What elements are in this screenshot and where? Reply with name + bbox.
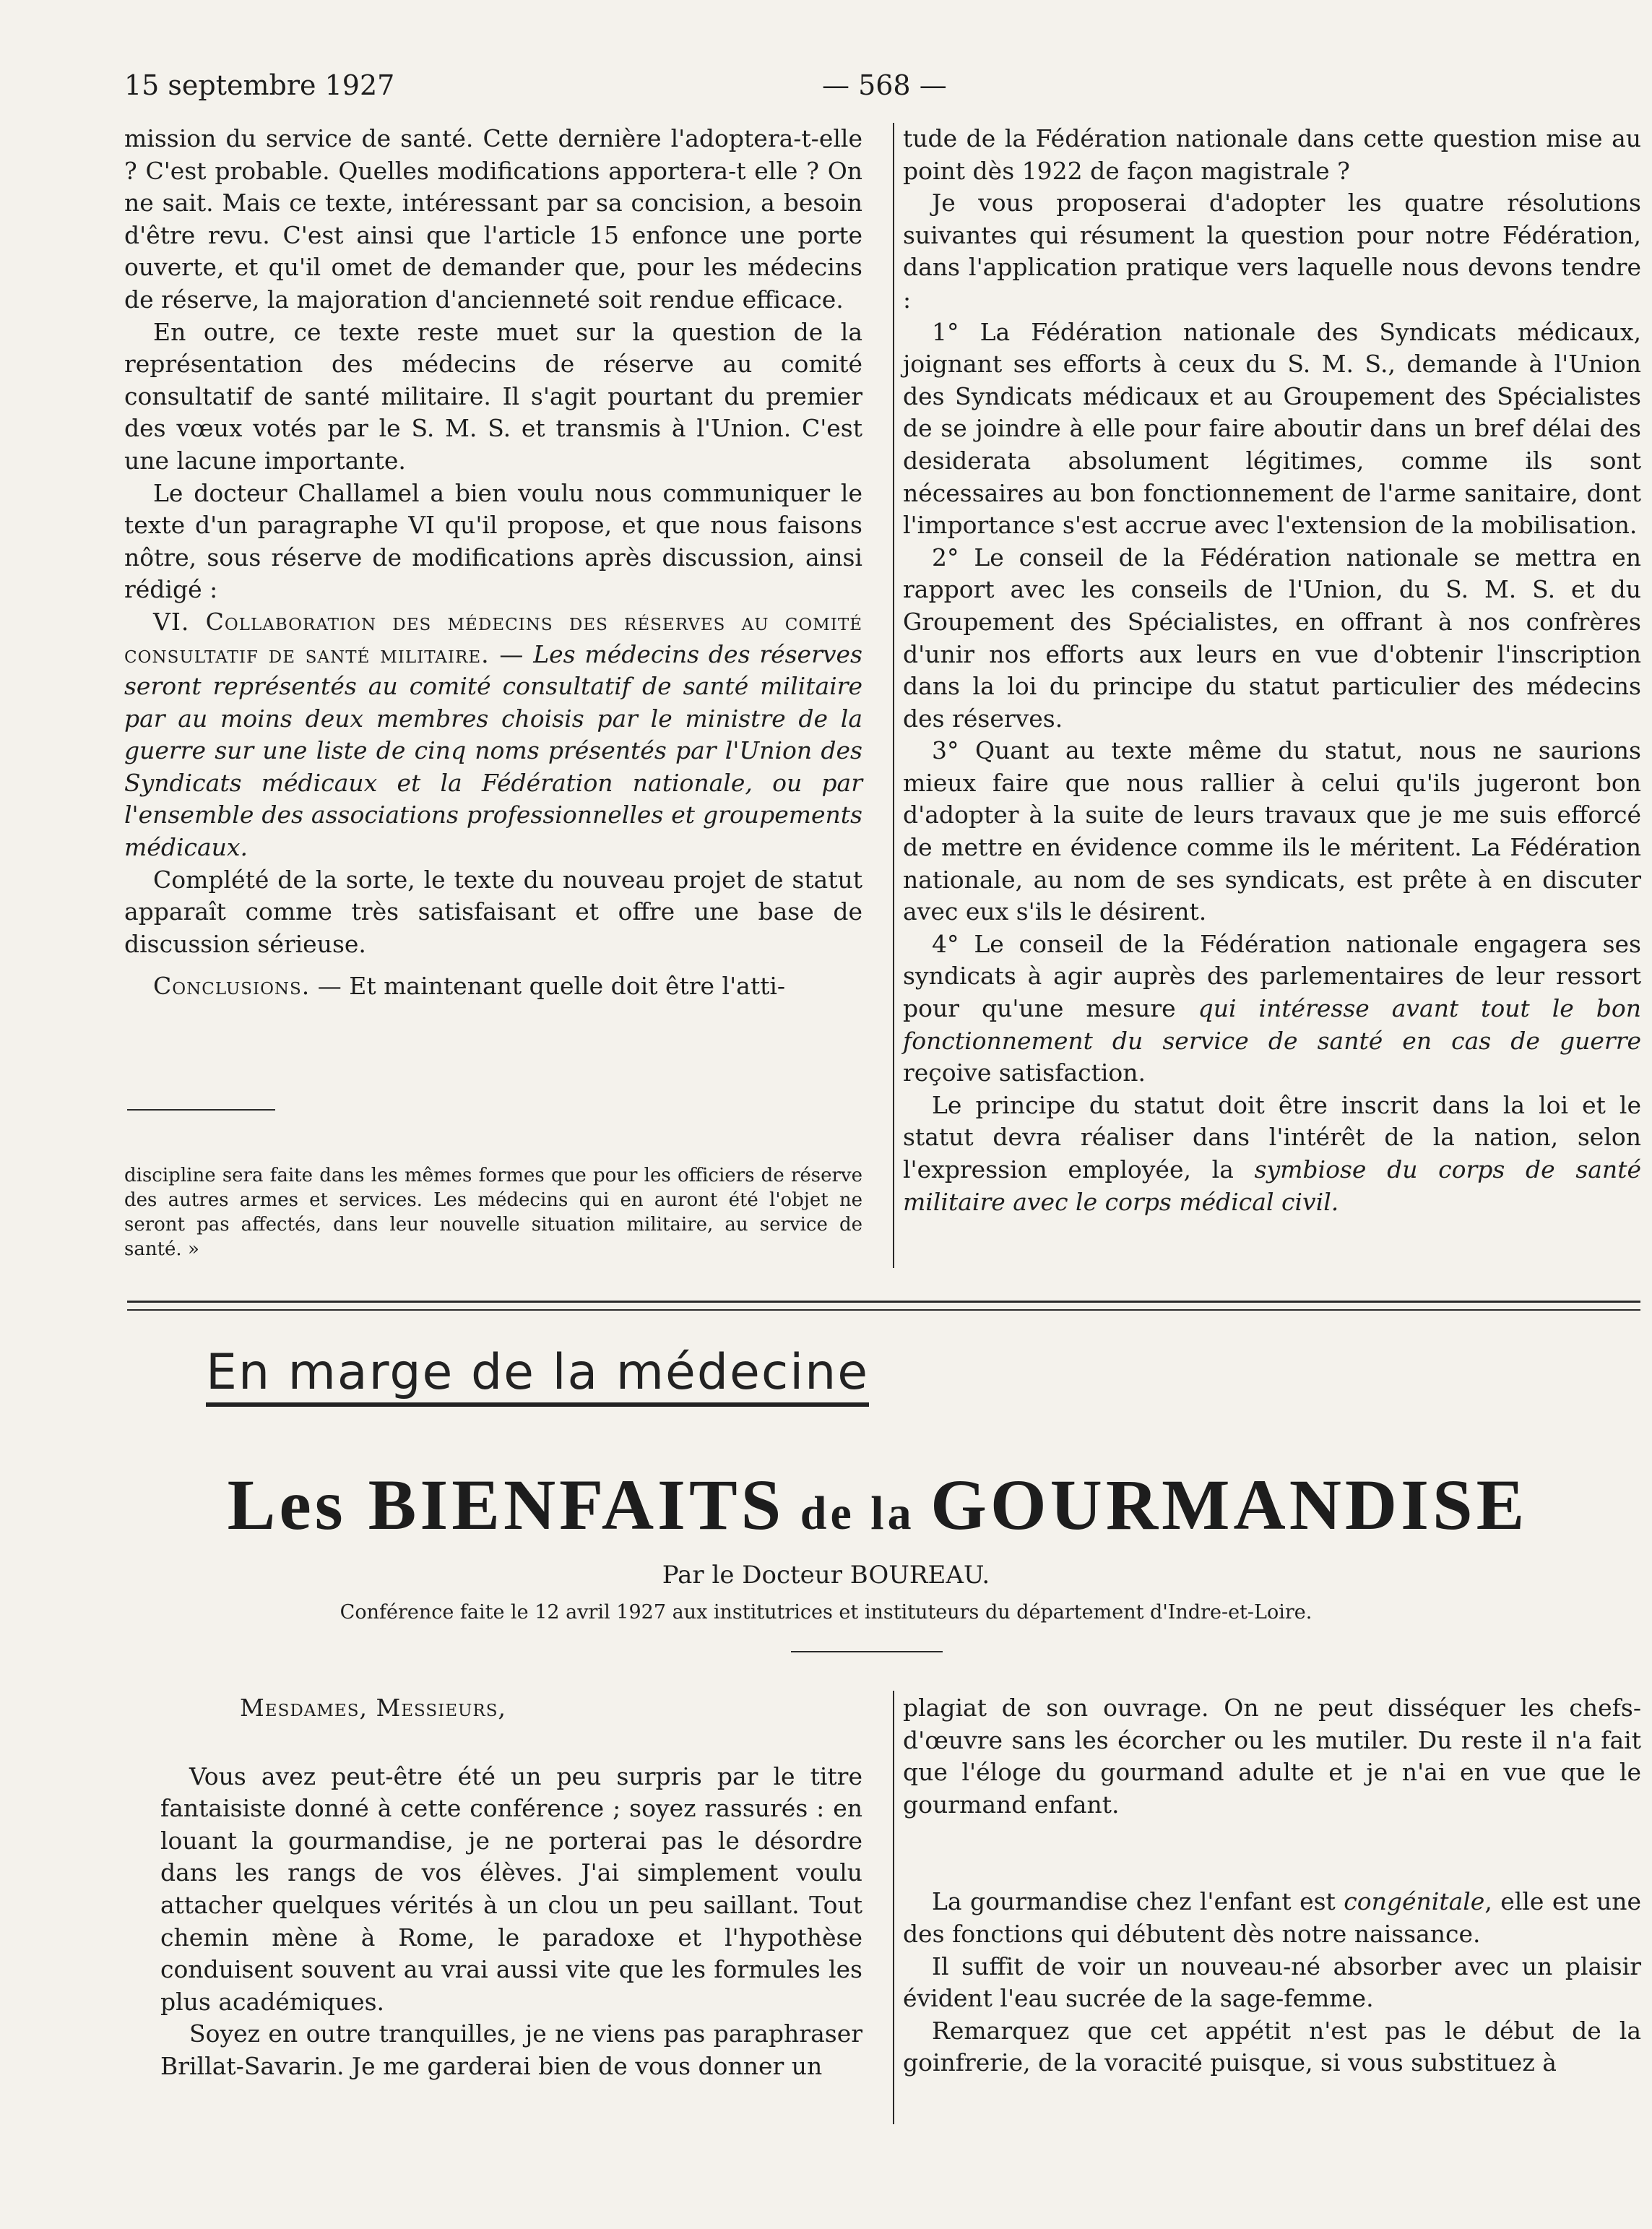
paragraph: En outre, ce texte reste muet sur la question de la représentation des médecins de réserve au comité consultatif de santé militaire. Il s'agit pourtant du premier des vœux votés par le S. M. S. et transmis à l'Union. C'est une lacune importante. [124,317,862,475]
italic-run: symbiose du corps de santé militaire avec le corps médical civil. [903,1155,1641,1216]
paragraph: tude de la Fédération nationale dans cette question mise au point dès 1922 de façon magistrale ? [903,124,1641,185]
paragraph: Le docteur Challamel a bien voulu nous communiquer le texte d'un paragraphe VI qu'il propose, et que nous faisons nôtre, sous réserve de modifications après discussion, ainsi rédigé : [124,478,862,604]
bottom-right-column [903,1692,1641,2079]
paragraph-vi [124,606,862,864]
paragraph: Soyez en outre tranquilles, je ne viens pas paraphraser Brillat-Savarin. Je me garderai bien de vous donner un [160,2019,862,2080]
title-rule [791,1651,943,1652]
footnote-rule [127,1109,275,1111]
conclusions-label: Conclusions. [153,972,311,1001]
byline: Par le Docteur BOUREAU. [662,1561,990,1590]
text-run: 4° Le conseil de la Fédération nationale engagera ses syndicats à agir auprès des parlementaires de leur ressort pour qu'une mesure [903,929,1641,1023]
title-word: de la [784,1487,931,1540]
conclusions-text: — Et maintenant quelle doit être l'atti- [317,972,786,1001]
paragraph: plagiat de son ouvrage. On ne peut disséquer les chefs-d'œuvre sans les écorcher ou les mutiler. Du reste il n'a fait que l'éloge du gourmand adulte et je n'ai en vue que le gourmand enfant. [903,1694,1641,1819]
paragraph-principle [903,1090,1641,1218]
header-date: 15 septembre 1927 [124,69,395,101]
paragraph: 3° Quant au texte même du statut, nous ne saurions mieux faire que nous rallier à celui qu'ils jugeront bon d'adopter à la suite de leurs travaux que je me suis efforcé de mettre en évidence comme ils le méritent. La Fédération nationale, au nom de ses syndicats, est prête à en discuter avec eux s'ils le désirent. [903,736,1641,926]
salutation [240,1692,862,1725]
conference-note: Conférence faite le 12 avril 1927 aux institutrices et instituteurs du département d'Indre-et-Loire. [340,1601,1312,1624]
footnote: discipline sera faite dans les mêmes formes que pour les officiers de réserve des autres armes et services. Les médecins qui en auront été l'objet ne seront pas affectés, dans leur nouvelle situation militaire, au service de santé. » [124,1165,862,1260]
text-run: Le principe du statut doit être inscrit dans la loi et le statut devra réaliser dans l'intérêt de la nation, selon l'expression employée, la [903,1090,1641,1184]
section-kicker: En marge de la médecine [206,1344,869,1407]
section-rule-bottom [127,1309,1640,1311]
paragraph: Il suffit de voir un nouveau-né absorber avec un plaisir évident l'eau sucrée de la sage-femme. [903,1952,1641,2013]
italic-run: congénitale [1344,1887,1485,1916]
paragraph: 1° La Fédération nationale des Syndicats médicaux, joignant ses efforts à ceux du S. M. S., demande à l'Union des Syndicats médicaux et au Groupement des Spécialistes de se joindre à elle pour faire aboutir dans un bref délai des desiderata absolument légitimes, comme ils sont nécessaires au bon fonctionnement de l'arme sanitaire, dont l'importance s'est accrue avec l'extension de la mobilisation. [903,317,1641,540]
paragraph: Complété de la sorte, le texte du nouveau projet de statut apparaît comme très satisfaisant et offre une base de discussion sérieuse. [124,865,862,958]
text-run: La gourmandise chez l'enfant est [932,1887,1336,1916]
page-number: — 568 — [822,69,947,101]
top-left-column [124,123,862,1003]
paragraph-resolution-4 [903,928,1641,1090]
paragraph: Vous avez peut-être été un peu surpris par le titre fantaisiste donné à cette conférence ; soyez rassurés : en louant la gourmandise, je ne porterai pas le désordre dans les rangs de vos élèves. J'ai simplement voulu attacher quelques vérités à un clou un peu saillant. Tout chemin mène à Rome, le paradoxe et l'hypothèse conduisent souvent au vrai aussi vite que les formules les plus académiques. [160,1762,862,2016]
italic-run: qui intéresse avant tout le bon fonctionnement du service de santé en cas de guerre [903,994,1641,1055]
title-word: Les [227,1465,368,1545]
text-run: reçoive satisfaction. [903,1059,1146,1087]
paragraph-conclusions [124,970,862,1003]
section-vi-heading: VI. Collaboration des médecins des réserves au comité consultatif de santé militaire. — [124,607,862,668]
column-divider [893,1691,894,2124]
paragraph: 2° Le conseil de la Fédération nationale se mettra en rapport avec les conseils de l'Union, du S. M. S. et du Groupement des Spécialistes, en offrant à nos confrères d'unir nos efforts aux leurs en vue d'obtenir l'inscription dans la loi du principe du statut particulier des médecins des réserves. [903,543,1641,733]
title-word: BIENFAITS [368,1465,785,1545]
paragraph: Je vous proposerai d'adopter les quatre résolutions suivantes qui résument la question pour notre Fédération, dans l'application pratique vers laquelle nous devons tendre : [903,189,1641,314]
bottom-left-column [160,1692,862,2083]
article-title [159,1463,1596,1546]
top-right-column [903,123,1641,1218]
paragraph: mission du service de santé. Cette dernière l'adoptera-t-elle ? C'est probable. Quelles modifications apportera-t elle ? On ne sait. Mais ce texte, intéressant par sa concision, a besoin d'être revu. C'est ainsi que l'article 15 enfonce une porte ouverte, et qu'il omet de demander que, pour les médecins de réserve, la majoration d'ancienneté soit rendue efficace. [124,124,862,314]
paragraph: Remarquez que cet appétit n'est pas le début de la goinfrerie, de la voracité puisque, si vous substituez à [903,2016,1641,2077]
salutation-text: Mesdames, Messieurs, [240,1694,506,1722]
text-run: , elle est une des fonctions qui débutent dès notre naissance. [903,1887,1642,1948]
section-vi-text: Les médecins des réserves seront représentés au comité consultatif de santé militaire par au moins deux membres choisis par le ministre de la guerre sur une liste de cinq noms présentés par l'Union des Syndicats médicaux et la Fédération nationale, ou par l'ensemble des associations professionnelles et groupements médicaux. [124,639,862,862]
paragraph-congenitale [903,1886,1641,1950]
title-word: GOURMANDISE [930,1465,1528,1545]
section-rule-top [127,1301,1640,1303]
column-divider [893,123,894,1268]
